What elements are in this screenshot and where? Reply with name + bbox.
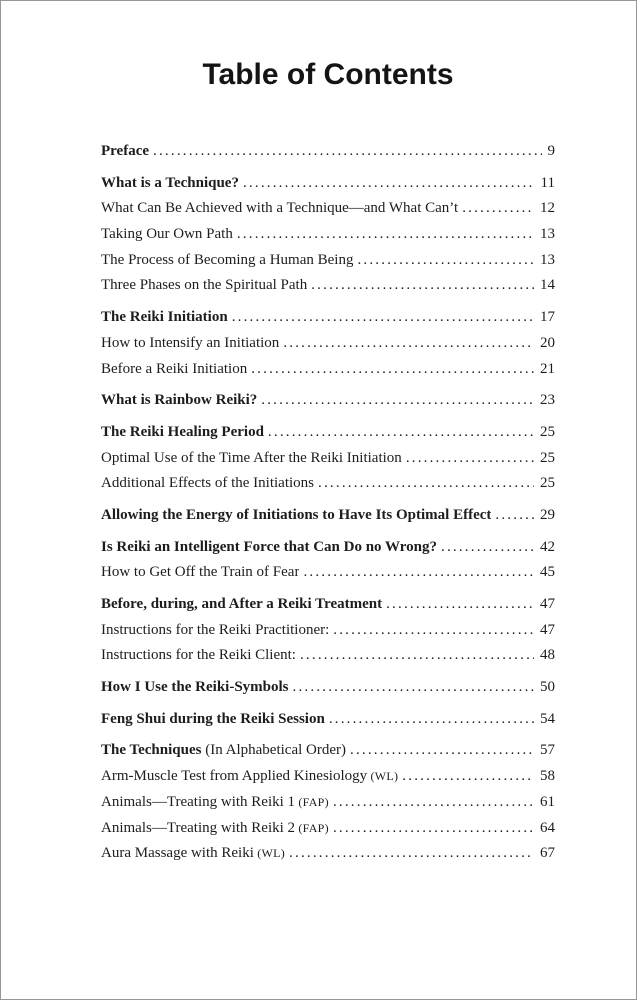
toc-group	[101, 171, 555, 299]
toc-entry-page: 57	[540, 742, 555, 759]
toc-entry-title: Aura Massage with Reiki (WL)	[101, 845, 286, 862]
toc-entry-page: 25	[540, 475, 555, 492]
toc-entry-page: 21	[540, 360, 555, 377]
dot-leader	[264, 420, 534, 446]
toc-entry	[101, 171, 555, 197]
dot-leader	[257, 388, 534, 414]
dot-leader	[228, 305, 534, 331]
toc-entry-title: Animals—Treating with Reiki 2 (FAP)	[101, 819, 329, 836]
toc-entry-title: Instructions for the Reiki Practitioner:	[101, 621, 330, 638]
toc-entry-title: Additional Effects of the Initiations	[101, 475, 315, 492]
toc-entry	[101, 560, 555, 586]
dot-leader	[289, 675, 534, 701]
toc-entry-title: How to Intensify an Initiation	[101, 334, 280, 351]
toc-entry-page: 29	[540, 506, 555, 523]
toc-entry-page: 58	[540, 768, 555, 785]
dot-leader	[346, 738, 534, 764]
toc-entry-title: Is Reiki an Intelligent Force that Can Do no Wrong?	[101, 538, 437, 555]
page-title: Table of Contents	[202, 58, 454, 91]
toc-group	[101, 535, 555, 586]
dot-leader	[491, 503, 534, 529]
toc-entry	[101, 764, 555, 790]
toc-entry-title: How I Use the Reiki-Symbols	[101, 679, 289, 696]
toc-entry-title: The Process of Becoming a Human Being	[101, 251, 354, 268]
toc-entry-tag: (WL)	[253, 846, 286, 861]
toc-entry-title: How to Get Off the Train of Fear	[101, 564, 300, 581]
toc-entry	[101, 841, 555, 867]
toc-entry-page: 61	[540, 793, 555, 810]
toc-entry-title: Instructions for the Reiki Client:	[101, 647, 296, 664]
toc-group	[101, 738, 555, 866]
toc-entry-title: Arm-Muscle Test from Applied Kinesiology (WL)	[101, 768, 399, 785]
toc-group	[101, 707, 555, 733]
toc-entry-page: 20	[540, 334, 555, 351]
toc-entry	[101, 707, 555, 733]
toc-entry-title: Preface	[101, 143, 150, 159]
toc-entry-title: Allowing the Energy of Initiations to Have Its Optimal Effect	[101, 506, 492, 523]
dot-leader	[285, 841, 534, 867]
toc-entry-page: 23	[540, 392, 555, 409]
toc-entry	[101, 816, 555, 842]
dot-leader	[458, 196, 534, 222]
toc-entry	[101, 618, 555, 644]
toc-entry-subtitle: (In Alphabetical Order)	[201, 742, 346, 759]
dot-leader	[325, 707, 534, 733]
toc-entry-tag: (FAP)	[295, 794, 329, 809]
toc-entry-page: 42	[540, 538, 555, 555]
toc-group	[101, 592, 555, 669]
dot-leader	[329, 816, 534, 842]
toc-group	[101, 139, 555, 165]
toc-entry-page: 47	[540, 596, 555, 612]
toc-entry-page: 25	[540, 423, 555, 440]
dot-leader	[314, 471, 534, 497]
toc-entry-page: 13	[540, 251, 555, 268]
page-content	[1, 1, 636, 867]
toc-entry-page: 14	[540, 277, 555, 294]
toc-entry-title: Animals—Treating with Reiki 1 (FAP)	[101, 793, 329, 810]
toc-entry-title: What is a Technique?	[101, 174, 239, 191]
toc-group	[101, 503, 555, 529]
dot-leader	[398, 764, 534, 790]
toc-entry-page: 12	[540, 200, 555, 217]
dot-leader	[329, 790, 534, 816]
dot-leader	[382, 592, 534, 618]
toc-entry-page: 50	[540, 679, 555, 696]
toc-entry-page: 67	[540, 845, 555, 862]
toc-entry-tag: (WL)	[367, 769, 399, 784]
toc-entry	[101, 643, 555, 669]
toc-entry-tag: (FAP)	[295, 820, 329, 835]
toc-entry-title: The Reiki Initiation	[101, 309, 228, 326]
toc-entry-page: 25	[540, 449, 555, 466]
toc-entry	[101, 305, 555, 331]
dot-leader	[296, 643, 534, 669]
toc-entry	[101, 273, 555, 299]
toc-entry	[101, 357, 555, 383]
dot-leader	[437, 535, 534, 561]
toc-entry	[101, 248, 555, 274]
dot-leader	[329, 618, 534, 644]
toc-entry-page: 11	[540, 174, 555, 191]
toc-group	[101, 420, 555, 497]
toc-entry-title: What Can Be Achieved with a Technique—and What Can’t	[101, 200, 459, 217]
toc-entry-title: The Reiki Healing Period	[101, 423, 264, 440]
toc-entry-title: The Techniques (In Alphabetical Order)	[101, 742, 346, 759]
toc-entry-page: 13	[540, 226, 555, 243]
toc-group	[101, 675, 555, 701]
toc-entry-title: What is Rainbow Reiki?	[101, 392, 258, 409]
toc-entry-title: Before, during, and After a Reiki Treatment	[101, 596, 383, 612]
toc-entry	[101, 222, 555, 248]
dot-leader	[239, 171, 535, 197]
toc-entry	[101, 535, 555, 561]
toc-group	[101, 388, 555, 414]
dot-leader	[307, 273, 534, 299]
dot-leader	[247, 357, 534, 383]
toc-entry-page: 17	[540, 309, 555, 326]
toc-group	[101, 305, 555, 382]
toc-entry-title: Feng Shui during the Reiki Session	[101, 710, 325, 727]
toc-entry-title: Three Phases on the Spiritual Path	[101, 277, 308, 294]
dot-leader	[402, 446, 534, 472]
toc-entry	[101, 420, 555, 446]
toc-entry-page: 47	[540, 621, 555, 638]
dot-leader	[149, 139, 541, 165]
toc-entry	[101, 790, 555, 816]
toc-entry	[101, 446, 555, 472]
toc-entry-page: 64	[540, 819, 555, 836]
toc-entry	[101, 388, 555, 414]
dot-leader	[279, 331, 534, 357]
toc-entry	[101, 471, 555, 497]
toc-entry	[101, 139, 555, 165]
toc-entry-title: Before a Reiki Initiation	[101, 360, 248, 377]
toc-entry-page: 54	[540, 710, 555, 727]
dot-leader	[299, 560, 534, 586]
toc-entry	[101, 592, 555, 618]
toc-entry-title: Optimal Use of the Time After the Reiki Initiation	[101, 449, 402, 466]
table-of-contents	[101, 139, 555, 867]
toc-entry-page: 45	[540, 564, 555, 581]
toc-entry	[101, 738, 555, 764]
toc-entry-title: Taking Our Own Path	[101, 226, 233, 243]
toc-entry	[101, 503, 555, 529]
dot-leader	[353, 248, 534, 274]
toc-entry	[101, 331, 555, 357]
toc-entry-page: 48	[540, 647, 555, 664]
toc-entry-page: 9	[547, 143, 555, 159]
toc-entry	[101, 675, 555, 701]
dot-leader	[233, 222, 534, 248]
toc-entry	[101, 196, 555, 222]
